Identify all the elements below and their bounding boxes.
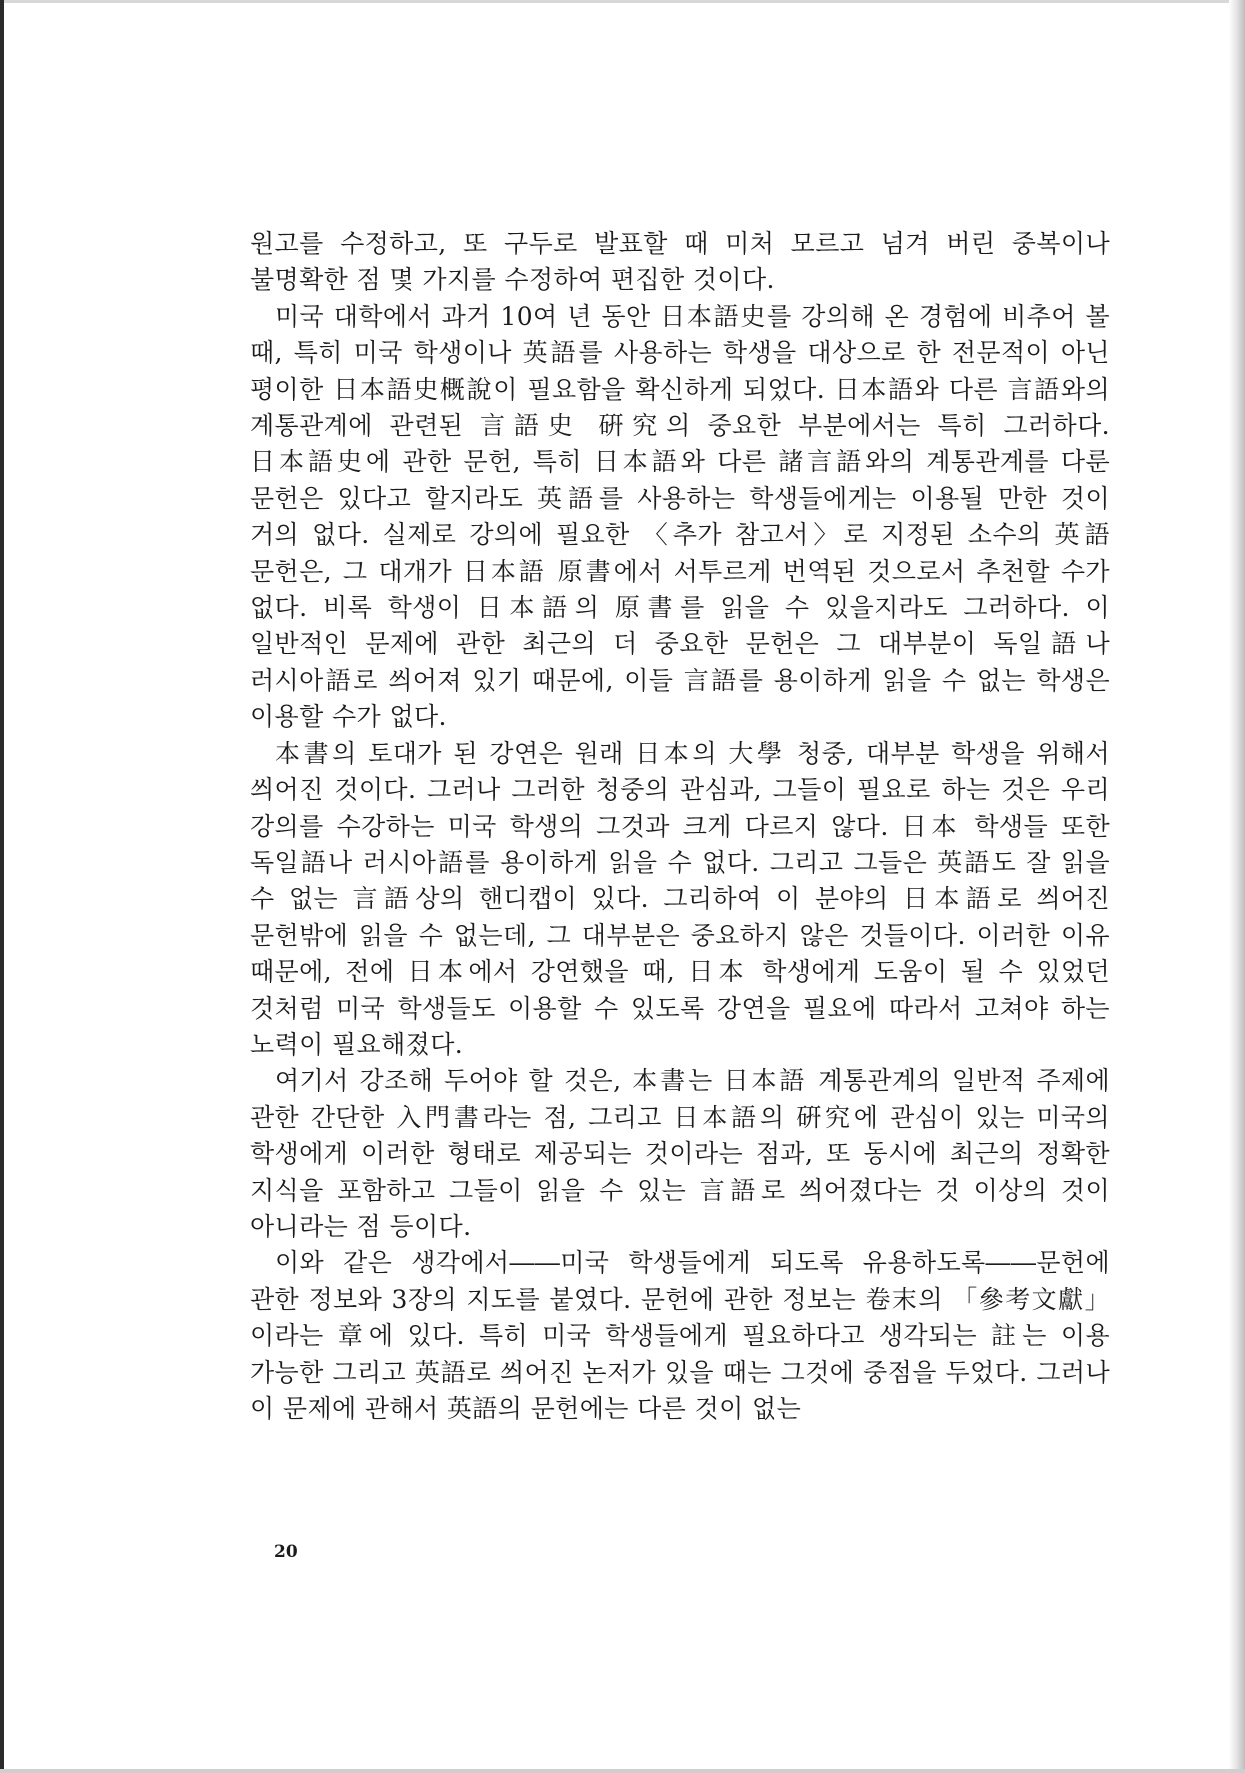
page-number: 20 — [274, 1542, 298, 1562]
paragraph: 여기서 강조해 두어야 할 것은, 本書는 日本語 계통관계의 일반적 주제에 관한 간단한 入門書라는 점, 그리고 日本語의 硏究에 관심이 있는 미국의 학생에게 이러한 형태로 제공되는 것이라는 점과, 또 동시에 최근의 정확한 지식을 포함하고 그들이 읽을 수 있는 言語로 씌어졌다는 것 이상의 것이 아니라는 점 등이다. — [250, 1066, 1110, 1241]
body-text — [250, 226, 1110, 1427]
paragraph: 미국 대학에서 과거 10여 년 동안 日本語史를 강의해 온 경험에 비추어 볼 때, 특히 미국 학생이나 英語를 사용하는 학생을 대상으로 한 전문적이 아닌 평이한 日本語史概說이 필요함을 확신하게 되었다. 日本語와 다른 言語와의 계통관계에 관련된 言語史 硏究의 중요한 부분에서는 특히 그러하다. 日本語史에 관한 문헌, 특히 日本語와 다른 諸言語와의 계통관계를 다룬 문헌은 있다고 할지라도 英語를 사용하는 학생들에게는 이용될 만한 것이 거의 없다. 실제로 강의에 필요한 〈추가 참고서〉로 지정된 소수의 英語 문헌은, 그 대개가 日本語 原書에서 서투르게 번역된 것으로서 추천할 수가 없다. 비록 학생이 日本語의 原書를 읽을 수 있을지라도 그러하다. 이 일반적인 문제에 관한 최근의 더 중요한 문헌은 그 대부분이 독일語나 러시아語로 씌어져 있기 때문에, 이들 言語를 용이하게 읽을 수 없는 학생은 이용할 수가 없다. — [250, 301, 1110, 732]
paragraph-continued: 원고를 수정하고, 또 구두로 발표할 때 미처 모르고 넘겨 버린 중복이나 불명확한 점 몇 가지를 수정하여 편집한 것이다. — [250, 229, 1110, 295]
paragraph: 이와 같은 생각에서――미국 학생들에게 되도록 유용하도록――문헌에 관한 정보와 3장의 지도를 붙였다. 문헌에 관한 정보는 卷末의 「參考文獻」이라는 章에 있다. 특히 미국 학생들에게 필요하다고 생각되는 註는 이용 가능한 그리고 英語로 씌어진 논저가 있을 때는 그것에 중점을 두었다. 그러나 이 문제에 관해서 英語의 문헌에는 다른 것이 없는 — [250, 1248, 1110, 1423]
paragraph: 本書의 토대가 된 강연은 원래 日本의 大學 청중, 대부분 학생을 위해서 씌어진 것이다. 그러나 그러한 청중의 관심과, 그들이 필요로 하는 것은 우리 강의를 수강하는 미국 학생의 그것과 크게 다르지 않다. 日本 학생들 또한 독일語나 러시아語를 용이하게 읽을 수 없다. 그리고 그들은 英語도 잘 읽을 수 없는 言語상의 핸디캡이 있다. 그리하여 이 분야의 日本語로 씌어진 문헌밖에 읽을 수 없는데, 그 대부분은 중요하지 않은 것들이다. 이러한 이유 때문에, 전에 日本에서 강연했을 때, 日本 학생에게 도움이 될 수 있었던 것처럼 미국 학생들도 이용할 수 있도록 강연을 필요에 따라서 고쳐야 하는 노력이 필요해졌다. — [250, 738, 1110, 1059]
scan-top-edge — [0, 0, 1245, 3]
scan-left-edge — [0, 0, 4, 1773]
scan-right-shadow — [1229, 0, 1245, 1773]
scan-bottom-edge — [0, 1769, 1245, 1773]
